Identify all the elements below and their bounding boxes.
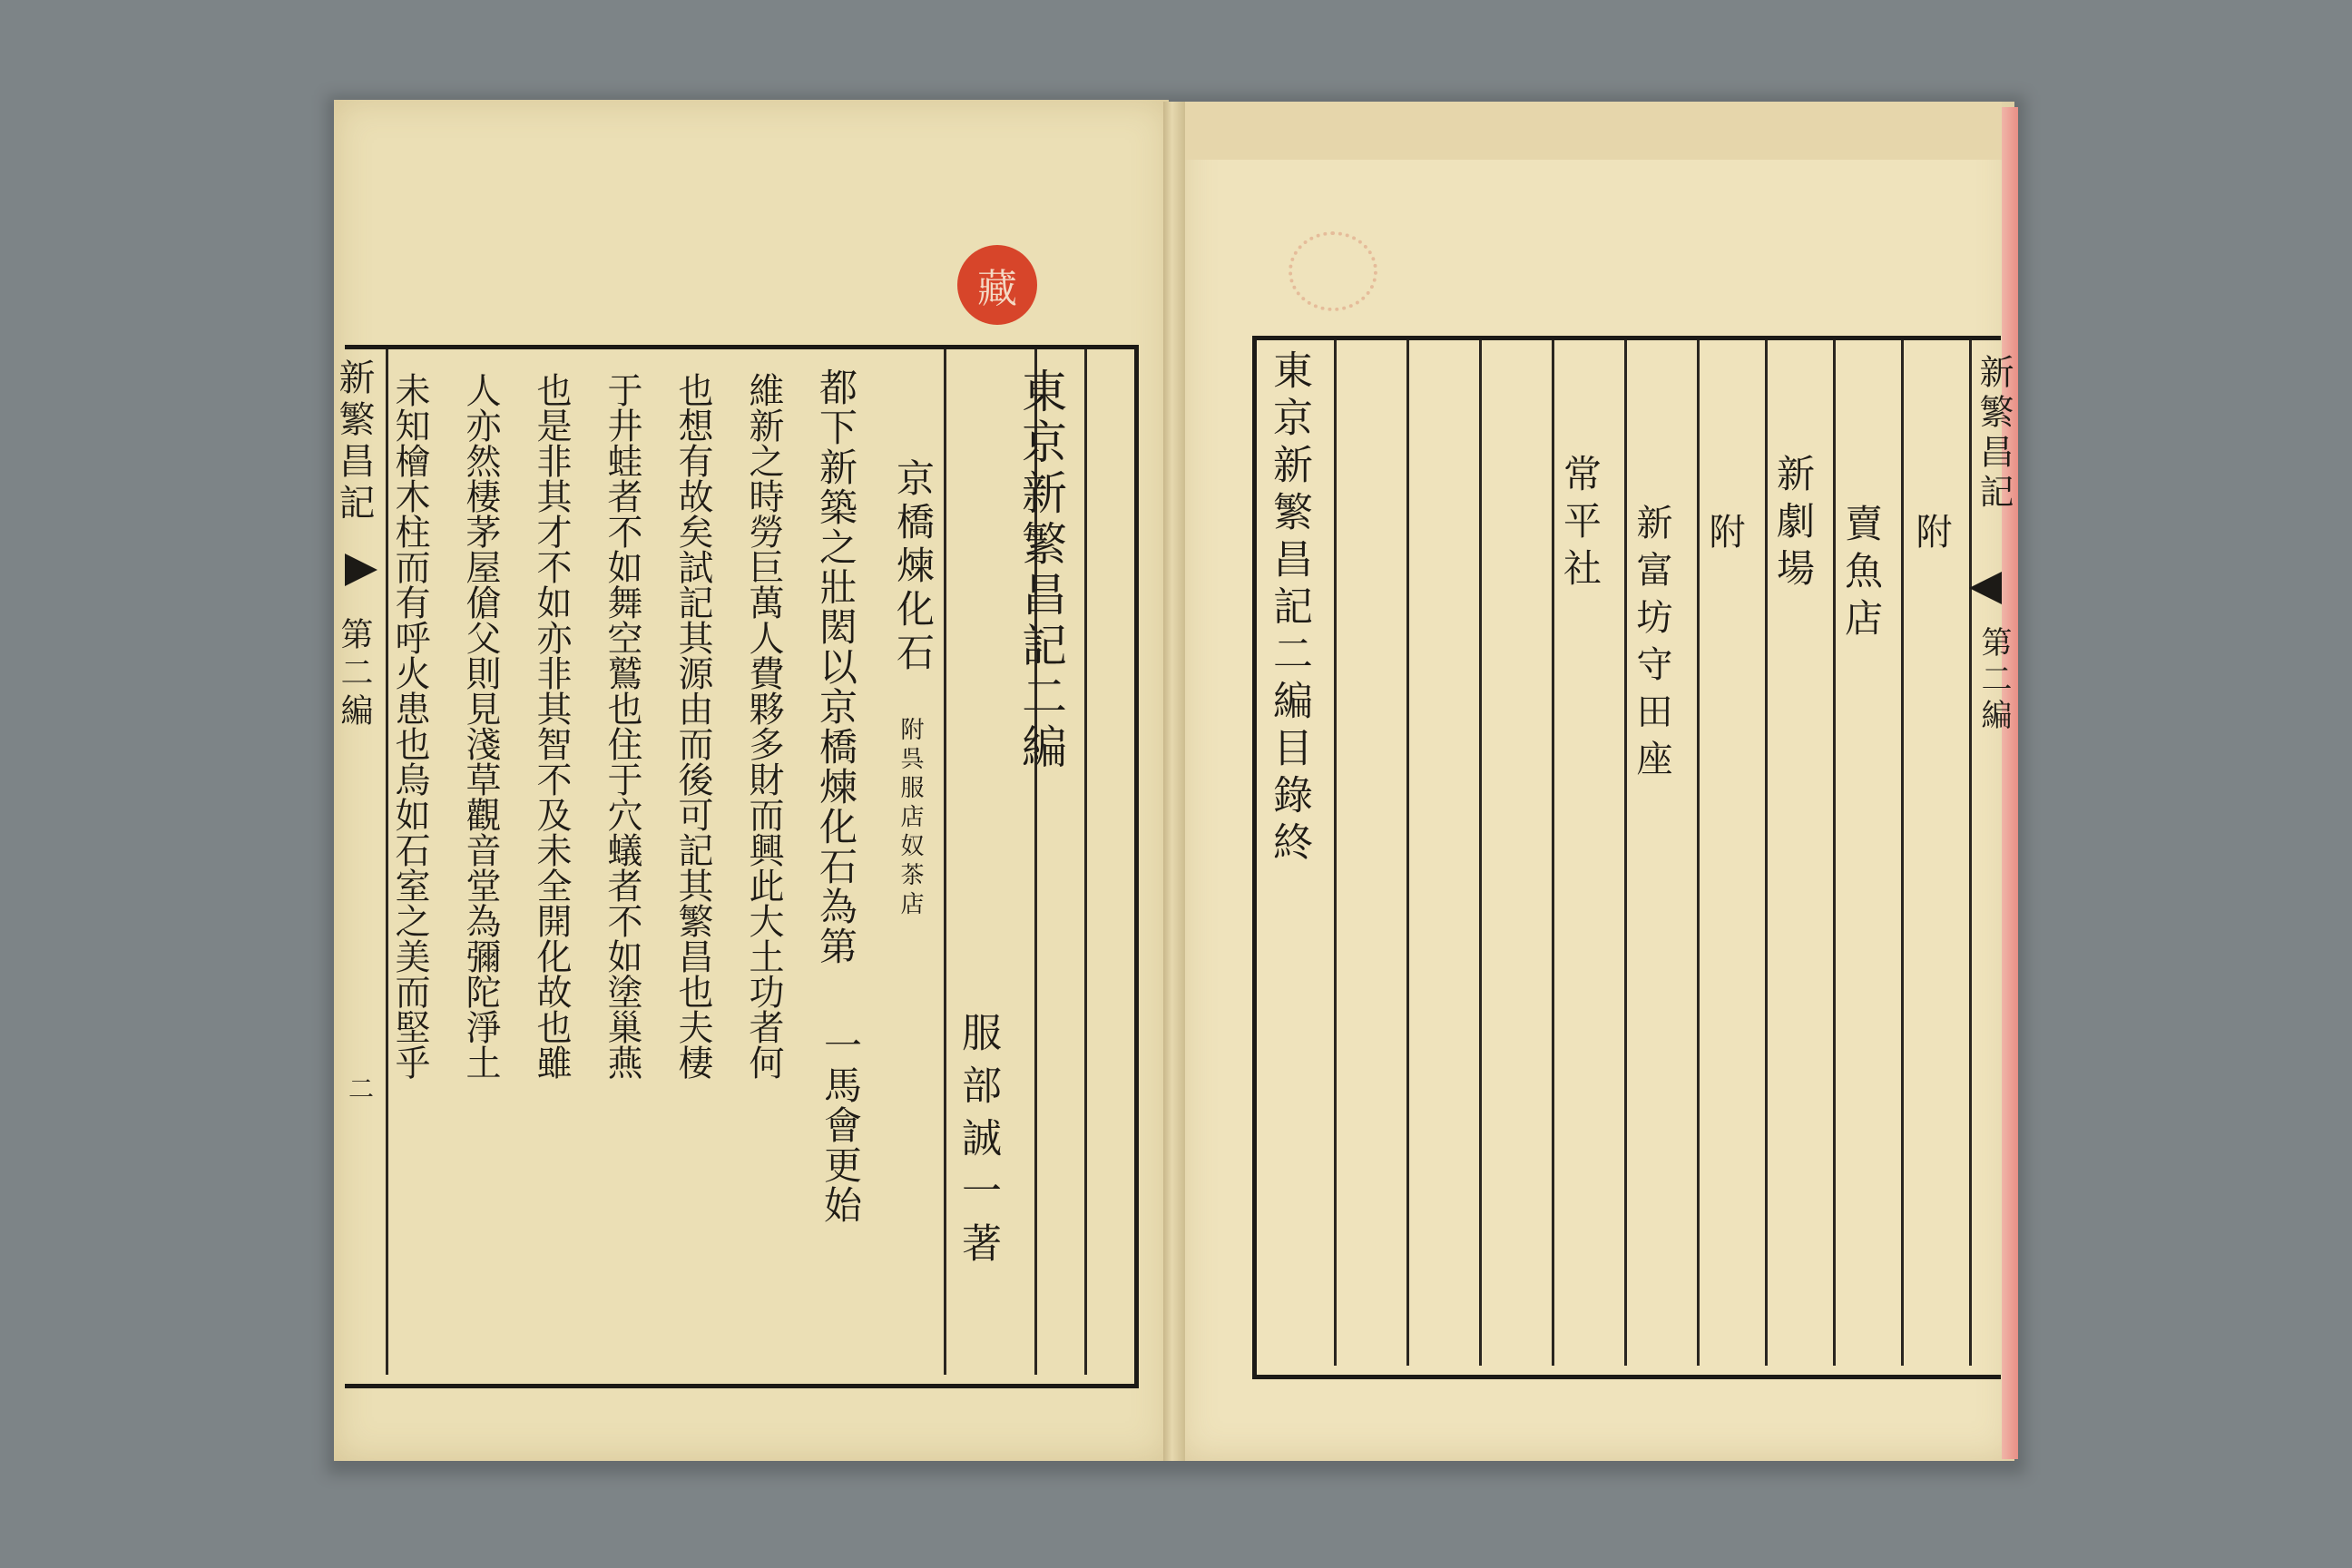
body-column-1-tail: 一馬會更始 <box>818 1025 863 1225</box>
toc-entry-3: 新富坊守田座 <box>1631 504 1672 787</box>
column-rule <box>1833 340 1836 1366</box>
toc-entry-4: 常平社 <box>1558 454 1602 595</box>
section-title: 京橋煉化石 <box>891 458 936 676</box>
body-column-1: 都下新築之壯閎以京橋煉化石為第 <box>814 368 858 966</box>
body-column-6: 人亦然棲茅屋傖父則見淺草觀音堂為彌陀淨土 <box>460 372 501 1080</box>
toc-entry-2: 新劇場 <box>1771 454 1816 595</box>
margin-volume: 第二編 <box>336 617 373 731</box>
column-rule <box>1479 340 1482 1366</box>
pink-page-edge <box>2002 107 2018 1459</box>
column-rule <box>1406 340 1409 1366</box>
column-rule <box>1969 340 1972 1366</box>
body-column-3: 也想有故矣試記其源由而後可記其繁昌也夫棲 <box>672 372 713 1080</box>
margin-title: 新繁昌記 <box>333 358 375 525</box>
body-column-5: 也是非其才不如亦非其智不及未全開化故也雖 <box>531 372 572 1080</box>
body-column-2: 維新之時勞巨萬人費夥多財而興此大土功者何 <box>743 372 784 1080</box>
ownership-seal-icon: 藏 <box>957 245 1037 325</box>
right-margin-volume: 第二編 <box>1975 626 2012 735</box>
right-margin-title: 新繁昌記 <box>1974 354 2014 514</box>
column-rule <box>1334 340 1337 1366</box>
column-rule <box>1624 340 1627 1366</box>
toc-closing: 東京新繁昌記二編目錄終 <box>1266 349 1312 868</box>
faint-stamp-icon <box>1289 231 1377 311</box>
column-rule <box>386 349 388 1375</box>
column-rule <box>944 349 946 1375</box>
column-rule <box>1697 340 1700 1366</box>
body-column-4: 于井蛙者不如舞空鷲也住于穴蟻者不如塗巢燕 <box>602 372 642 1080</box>
body-column-7: 未知檜木柱而有呼火患也烏如石室之美而堅乎 <box>389 372 430 1080</box>
author-line: 服部誠一著 <box>955 1012 1001 1275</box>
column-rule <box>1084 349 1087 1375</box>
book-title: 東京新繁昌記二編 <box>1014 368 1067 774</box>
toc-prefix-1: 附 <box>1910 513 1952 554</box>
section-note: 附呉服店奴茶店 <box>897 717 924 920</box>
toc-prefix-3: 附 <box>1703 513 1745 554</box>
toc-entry-1: 賣魚店 <box>1839 504 1884 645</box>
right-page-overlap-strip <box>1180 102 2002 160</box>
book-gutter <box>1163 102 1185 1461</box>
column-rule <box>1901 340 1904 1366</box>
column-rule <box>1765 340 1768 1366</box>
margin-page-number: 二 <box>345 1075 375 1106</box>
column-rule <box>1552 340 1554 1366</box>
